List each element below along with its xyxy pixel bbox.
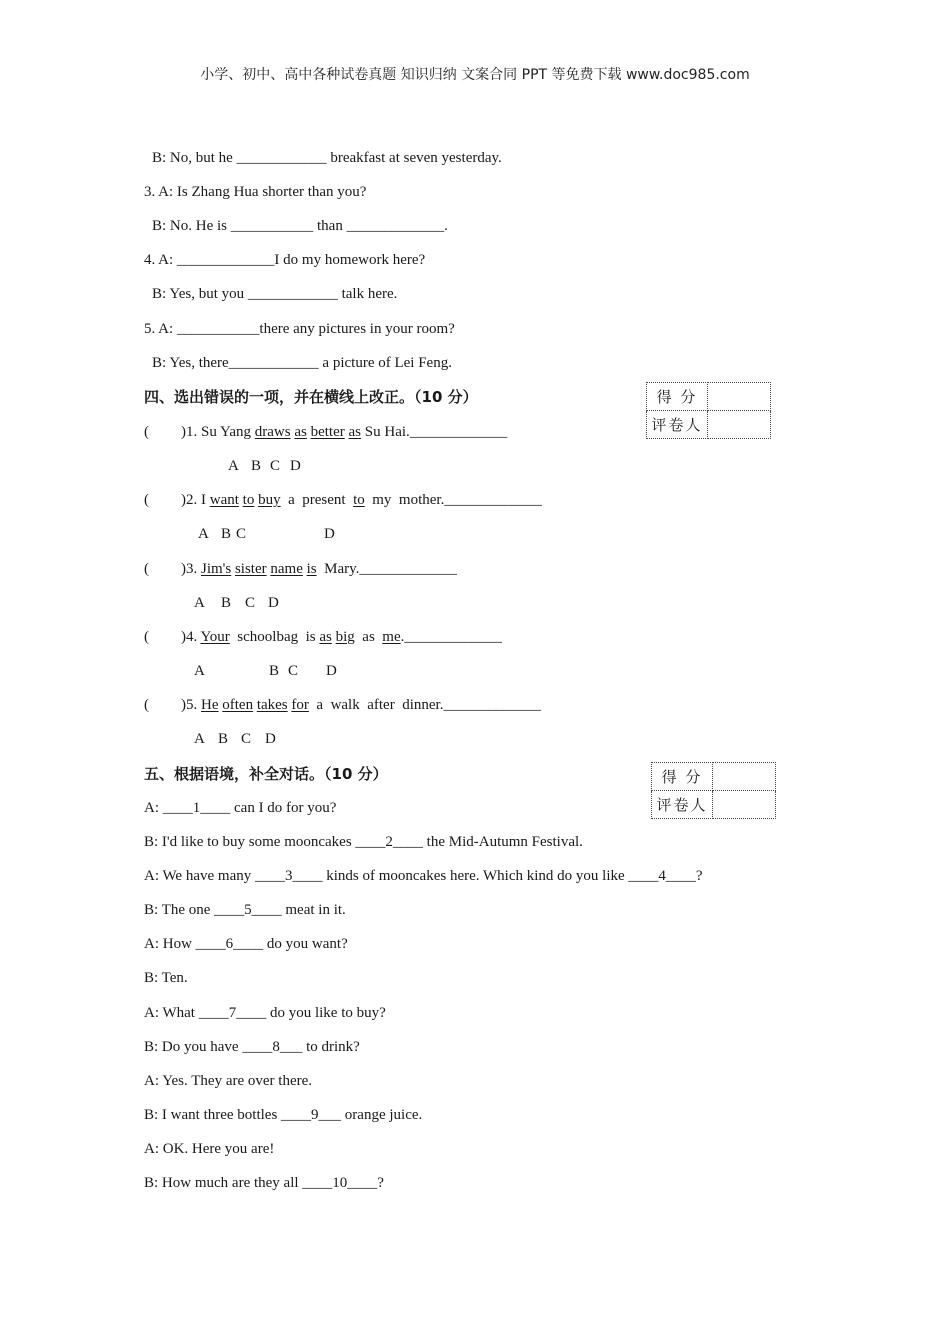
text-seg: Mary._____________ [316, 561, 457, 577]
dialogue-line: A: ____1____ can I do for you? [144, 800, 337, 816]
question-number: )4. [181, 629, 198, 645]
score-box-section-five [651, 762, 776, 819]
option-letter: D [326, 663, 337, 679]
grader-label: 评卷人 [647, 411, 708, 439]
option-letter: C [270, 458, 281, 474]
text-seg: Su Yang [201, 424, 255, 440]
option-d-word: to [353, 492, 365, 508]
option-letter: B [251, 458, 262, 474]
answer-paren: ( [144, 492, 149, 508]
dialogue-line: A: Yes. They are over there. [144, 1073, 313, 1089]
option-letter: C [288, 663, 299, 679]
option-a-word: Your [200, 629, 230, 645]
dialogue-line: A: We have many ____3____ kinds of mooncakes here. Which kind do you like ____4____? [144, 868, 703, 884]
option-letter: B [221, 595, 232, 611]
answer-paren: ( [144, 697, 149, 713]
dialogue-line: B: Ten. [144, 970, 188, 986]
score-label: 得 分 [652, 763, 713, 791]
dialogue-line: A: OK. Here you are! [144, 1141, 275, 1157]
option-letter: D [268, 595, 279, 611]
text-seg: a present [280, 492, 354, 508]
question-5 [181, 695, 541, 715]
dialogue-line: 4. A: _____________I do my homework here? [144, 252, 426, 268]
option-b-word: to [242, 492, 255, 508]
text-seg: Su Hai._____________ [361, 424, 508, 440]
option-d-word: is [306, 561, 317, 577]
dialogue-line: B: Do you have ____8___ to drink? [144, 1039, 360, 1055]
answer-paren: ( [144, 424, 149, 440]
option-letter: D [324, 526, 335, 542]
option-c-word: takes [256, 697, 288, 713]
dialogue-line: B: No, but he ____________ breakfast at seven yesterday. [152, 150, 502, 166]
grader-cell[interactable] [708, 411, 771, 439]
text-seg: ._____________ [400, 629, 502, 645]
option-letter: A [194, 595, 205, 611]
option-letter: A [198, 526, 209, 542]
question-number: )5. [181, 697, 198, 713]
option-d-word: as [348, 424, 362, 440]
dialogue-line: B: No. He is ___________ than _____________. [152, 218, 448, 234]
option-a-word: want [209, 492, 239, 508]
option-letter: A [194, 731, 205, 747]
option-b-word: as [294, 424, 307, 440]
text-seg: my mother._____________ [364, 492, 542, 508]
option-c-word: name [270, 561, 303, 577]
question-1 [181, 422, 507, 442]
dialogue-line: B: I'd like to buy some mooncakes ____2____ the Mid-Autumn Festival. [144, 834, 583, 850]
option-a-word: Jim's [201, 561, 232, 577]
dialogue-line: B: How much are they all ____10____? [144, 1175, 384, 1191]
score-cell[interactable] [713, 763, 776, 791]
section-five-title: 五、根据语境，补全对话。（10 分） [144, 765, 388, 783]
score-label: 得 分 [647, 383, 708, 411]
option-letter: B [221, 526, 232, 542]
option-letter: D [290, 458, 301, 474]
score-cell[interactable] [708, 383, 771, 411]
option-letter: C [245, 595, 256, 611]
text-seg: I [201, 492, 210, 508]
option-c-word: big [335, 629, 355, 645]
dialogue-line: B: Yes, but you ____________ talk here. [152, 286, 398, 302]
option-a-word: He [201, 697, 219, 713]
option-b-word: sister [234, 561, 267, 577]
question-number: )2. [181, 492, 198, 508]
option-letter: B [269, 663, 280, 679]
text-seg: schoolbag is [229, 629, 320, 645]
dialogue-line: B: Yes, there____________ a picture of Lei Feng. [152, 355, 452, 371]
answer-paren: ( [144, 629, 149, 645]
question-number: )3. [181, 561, 198, 577]
question-4 [181, 627, 502, 647]
dialogue-line: A: What ____7____ do you like to buy? [144, 1005, 386, 1021]
section-four-title: 四、选出错误的一项，并在横线上改正。（10 分） [144, 388, 478, 406]
option-d-word: for [291, 697, 309, 713]
dialogue-line: 5. A: ___________there any pictures in your room? [144, 321, 455, 337]
option-c-word: buy [258, 492, 281, 508]
dialogue-line: B: The one ____5____ meat in it. [144, 902, 346, 918]
option-letter: D [265, 731, 276, 747]
option-d-word: me [382, 629, 401, 645]
dialogue-line: A: How ____6____ do you want? [144, 936, 348, 952]
option-letter: C [236, 526, 247, 542]
option-letter: A [228, 458, 239, 474]
option-b-word: as [319, 629, 332, 645]
option-letter: C [241, 731, 252, 747]
score-box-section-four [646, 382, 771, 439]
grader-label: 评卷人 [652, 791, 713, 819]
text-seg: as [354, 629, 383, 645]
option-b-word: often [222, 697, 254, 713]
dialogue-line: 3. A: Is Zhang Hua shorter than you? [144, 184, 367, 200]
question-2 [181, 490, 542, 510]
option-a-word: draws [254, 424, 291, 440]
question-number: )1. [181, 424, 198, 440]
dialogue-line: B: I want three bottles ____9___ orange juice. [144, 1107, 423, 1123]
page-header-banner: 小学、初中、高中各种试卷真题 知识归纳 文案合同 PPT 等免费下载 www.doc985.com [200, 67, 750, 83]
question-3 [181, 559, 457, 579]
grader-cell[interactable] [713, 791, 776, 819]
text-seg: a walk after dinner._____________ [308, 697, 541, 713]
option-letter: A [194, 663, 205, 679]
answer-paren: ( [144, 561, 149, 577]
option-c-word: better [310, 424, 345, 440]
option-letter: B [218, 731, 229, 747]
